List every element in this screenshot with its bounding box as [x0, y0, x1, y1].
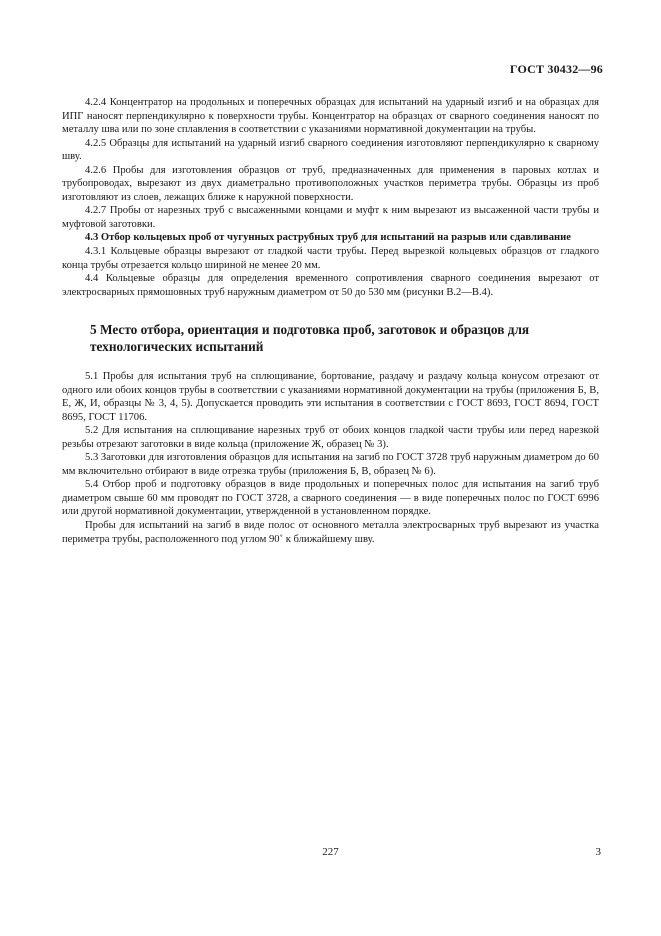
section5-title: 5 Место отбора, ориентация и подготовка проб, заготовок и образцов для технологических испытаний [90, 322, 530, 354]
paragraph-4-4: 4.4 Кольцевые образцы для определения временного сопротивления сварного соединения вырезают от электросварных прямошовных труб наружным диаметром от 50 до 530 мм (рисунки В.2—В.4). [62, 273, 599, 298]
page-number-center: 227 [322, 846, 339, 858]
document-code: ГОСТ 30432—96 [509, 62, 603, 76]
paragraph-4-2-6: 4.2.6 Пробы для изготовления образцов от труб, предназначенных для применения в паровых котлах и трубопроводах, вырезают из двух диаметрально противоположных участков периметра трубы. Образцы из проб изготовляют из слоев, лежащих ближе к наружной поверхности. [62, 164, 599, 203]
paragraph-4-3-1: 4.3.1 Кольцевые образцы вырезают от гладкой части трубы. Перед вырезкой кольцевых образцов от гладкого конца трубы отрезается кольцо шириной не менее 20 мм. [62, 246, 599, 271]
paragraph-4-2-5: 4.2.5 Образцы для испытаний на ударный изгиб сварного соединения изготовляют перпендикулярно к сварному шву. [62, 137, 599, 163]
paragraph-4-2-7: 4.2.7 Пробы от нарезных труб с высаженными концами и муфт к ним вырезают из высаженной части трубы и муфтовой заготовки. [62, 205, 599, 230]
section4-body [62, 96, 599, 299]
paragraph-5-1: 5.1 Пробы для испытания труб на сплющивание, бортование, раздачу и раздачу кольца конусом отрезают от одного или обоих концов трубы в соответствии с указаниями нормативной документации на трубы (приложения Б, В, Е, Ж, И, образцы № 3, 4, 5). Допускается проводить эти испытания в соответствии с ГОСТ 8693, ГОСТ 8694, ГОСТ 8695, ГОСТ 11706. [62, 371, 599, 423]
paragraph-4-2-4: 4.2.4 Концентратор на продольных и поперечных образцах для испытаний на ударный изгиб и на образцах для ИПГ наносят перпендикулярно к поверхности трубы. Концентратор на образцах от сварного соединения наносят по металлу шва или по зоне сплавления в соответствии с указаниями нормативной документации на трубы. [62, 97, 599, 136]
paragraph-5-4: 5.4 Отбор проб и подготовку образцов в виде продольных и поперечных полос для испытания на загиб труб диаметром свыше 60 мм проводят по ГОСТ 3728, а сварного соединения — в виде поперечных полос по ГОСТ 6996 или другой нормативной документации, утвержденной в установленном порядке. [62, 479, 599, 518]
subheading-4-3: 4.3 Отбор кольцевых проб от чугунных раструбных труб для испытаний на разрыв или сдавливание [85, 232, 571, 244]
page-number-right: 3 [595, 846, 601, 858]
section5-body [62, 370, 599, 546]
paragraph-5-2: 5.2 Для испытания на сплющивание нарезных труб от обоих концов гладкой части трубы или перед нарезкой резьбы отрезают заготовки в виде кольца (приложение Ж, образец № 3). [62, 425, 599, 450]
paragraph-5-4-continued: Пробы для испытаний на загиб в виде полос от основного металла электросварных труб вырезают из участка периметра трубы, расположенного под углом 90˚ к ближайшему шву. [62, 520, 599, 545]
paragraph-5-3: 5.3 Заготовки для изготовления образцов для испытания на загиб по ГОСТ 3728 труб наружным диаметром до 60 мм включительно отбирают в виде отрезка трубы (приложения Б, В, образец № 6). [62, 452, 599, 477]
